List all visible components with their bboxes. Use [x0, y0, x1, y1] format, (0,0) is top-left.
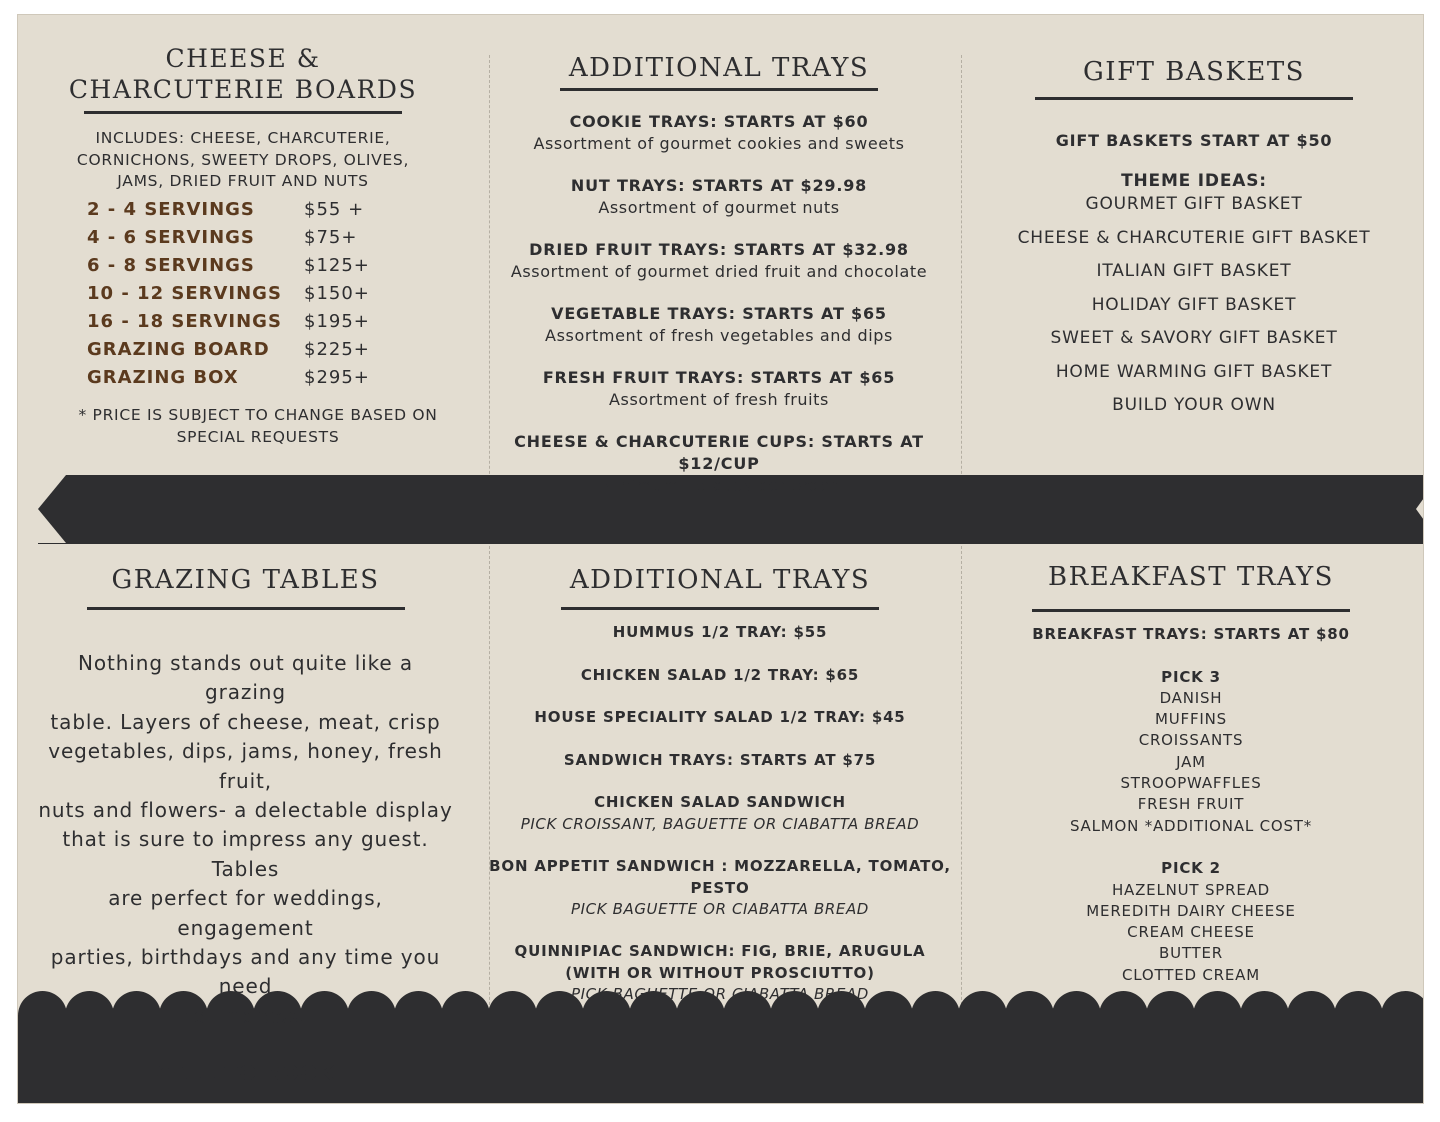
gift-theme-item: SWEET & SAVORY GIFT BASKET [1050, 328, 1338, 348]
pricing-price: $295+ [304, 366, 370, 388]
trays-bottom-rule [561, 607, 879, 610]
pricing-price: $125+ [304, 254, 370, 276]
sandwich-bon-appetit-bread: PICK BAGUETTE OR CIABATTA BREAD [571, 899, 869, 918]
gift-start-price: GIFT BASKETS START AT $50 [1055, 131, 1333, 150]
boards-pricing-table [87, 195, 427, 391]
tray-item-desc: Minimum 15 cups per order [600, 476, 838, 495]
sandwich-chicken-salad: CHICKEN SALAD SANDWICH [594, 793, 846, 812]
pricing-row [87, 363, 427, 391]
menu-page [17, 14, 1424, 1104]
pricing-label: 4 - 6 SERVINGS [87, 226, 255, 248]
grazing-line: parties, birthdays and any time you need [50, 945, 441, 999]
pricing-label: 16 - 18 SERVINGS [87, 310, 282, 332]
boards-includes [63, 128, 423, 193]
pricing-row [87, 251, 427, 279]
boards-section [63, 43, 423, 193]
pricing-label: 6 - 8 SERVINGS [87, 254, 255, 276]
pricing-label: GRAZING BOARD [87, 338, 270, 360]
tray-item-name: FRESH FRUIT TRAYS: STARTS AT $65 [542, 368, 896, 387]
breakfast-item: DANISH [1159, 688, 1223, 707]
pricing-price: $150+ [304, 282, 370, 304]
tray-item-name: DRIED FRUIT TRAYS: STARTS AT $32.98 [529, 240, 909, 259]
grazing-description [38, 649, 453, 1031]
pricing-row [87, 307, 427, 335]
tray-item [489, 431, 949, 495]
column-divider-right [961, 55, 962, 1075]
gift-section [1009, 57, 1379, 423]
pricing-price: $195+ [304, 310, 370, 332]
sandwich-chicken-bread: PICK CROISSANT, BAGUETTE OR CIABATTA BREAD [520, 814, 920, 833]
boards-title-line1: CHEESE & [165, 44, 321, 73]
pricing-price: $75+ [304, 226, 358, 248]
breakfast-item: CLOTTED CREAM [1122, 965, 1260, 984]
tray-item [489, 175, 949, 239]
pricing-row [87, 279, 427, 307]
includes-line: INCLUDES: CHEESE, CHARCUTERIE, [95, 129, 391, 147]
breakfast-item: SALMON *ADDITIONAL COST* [1069, 816, 1313, 835]
gift-theme-item: ITALIAN GIFT BASKET [1096, 261, 1292, 281]
grazing-line: Nothing stands out quite like a grazing [77, 651, 413, 705]
note-line: * PRICE IS SUBJECT TO CHANGE BASED ON [78, 406, 438, 424]
tray-item-desc: Assortment of gourmet cookies and sweets [533, 134, 905, 153]
tray-hummus: HUMMUS 1/2 TRAY: $55 [612, 623, 828, 641]
breakfast-title-rule [1032, 609, 1350, 612]
grazing-title: GRAZING TABLES [111, 565, 380, 595]
tray-item [489, 367, 949, 431]
boards-price-note [63, 405, 453, 448]
gift-theme-item: HOLIDAY GIFT BASKET [1091, 294, 1297, 315]
gift-theme-item: BUILD YOUR OWN [1112, 395, 1276, 415]
tray-item-name: CHEESE & CHARCUTERIE CUPS: STARTS AT $12/CUP [514, 432, 924, 473]
pricing-row [87, 195, 427, 223]
breakfast-pick3-heading: PICK 3 [1161, 667, 1221, 686]
tray-item [489, 303, 949, 367]
includes-line: JAMS, DRIED FRUIT AND NUTS [117, 172, 369, 190]
tray-house-salad: HOUSE SPECIALITY SALAD 1/2 TRAY: $45 [534, 708, 906, 727]
grazing-line: vegetables, dips, jams, honey, fresh fruit, [48, 739, 443, 793]
breakfast-item: MUFFINS [1155, 710, 1227, 729]
trays-bottom-section [489, 565, 951, 1005]
trays-bottom-title: ADDITIONAL TRAYS [569, 565, 871, 595]
pricing-row [87, 335, 427, 363]
tray-chicken-salad: CHICKEN SALAD 1/2 TRAY: $65 [580, 665, 860, 684]
band-notch-left [38, 475, 66, 543]
breakfast-title: BREAKFAST TRAYS [1048, 562, 1334, 592]
gift-theme-item: CHEESE & CHARCUTERIE GIFT BASKET [1017, 227, 1371, 248]
sandwich-quinnipiac-note: (WITH OR WITHOUT PROSCIUTTO) [565, 963, 875, 982]
tray-item-desc: Assortment of gourmet nuts [598, 198, 840, 217]
pricing-price: $225+ [304, 338, 370, 360]
includes-line: CORNICHONS, SWEETY DROPS, OLIVES, [76, 150, 410, 169]
note-line: SPECIAL REQUESTS [176, 427, 340, 446]
grazing-line: table. Layers of cheese, meat, crisp [50, 709, 441, 734]
grazing-section [38, 565, 453, 1085]
trays-top-section [489, 53, 949, 495]
breakfast-pick2-heading: PICK 2 [1161, 859, 1221, 878]
gift-theme-item: HOME WARMING GIFT BASKET [1055, 361, 1333, 382]
grazing-line: to impress. [184, 1003, 307, 1028]
band-notch-right [1416, 495, 1424, 523]
tray-item-desc: Assortment of fresh fruits [609, 390, 829, 409]
breakfast-item: HAZELNUT SPREAD [1111, 880, 1271, 899]
breakfast-item: BUTTER [1158, 944, 1224, 963]
gift-theme-item: GOURMET GIFT BASKET [1085, 194, 1303, 214]
gift-theme-list [1009, 188, 1379, 423]
breakfast-item: STROOPWAFFLES [1120, 774, 1262, 793]
grazing-line: that is sure to impress any guest. Tables [62, 827, 429, 881]
breakfast-item: MEREDITH DAIRY CHEESE [1086, 901, 1296, 920]
tray-item [489, 111, 949, 175]
boards-title-line2: CHARCUTERIE BOARDS [68, 75, 418, 104]
boards-title-rule [84, 111, 402, 114]
trays-bottom-list [489, 622, 951, 1005]
sandwich-quinnipiac: QUINNIPIAC SANDWICH: FIG, BRIE, ARUGULA [514, 942, 926, 961]
breakfast-start-price: BREAKFAST TRAYS: STARTS AT $80 [1032, 625, 1350, 643]
trays-top-list [489, 111, 949, 495]
breakfast-list [1024, 624, 1358, 986]
sandwich-bon-appetit: BON APPETIT SANDWICH : MOZZARELLA, TOMATO, PESTO [489, 857, 951, 897]
tray-item [489, 239, 949, 303]
gift-title: GIFT BASKETS [1083, 57, 1305, 87]
breakfast-item: CREAM CHEESE [1127, 923, 1255, 942]
gift-theme-heading: THEME IDEAS: [1121, 171, 1267, 191]
trays-top-rule [560, 88, 878, 91]
grazing-title-rule [87, 607, 405, 610]
tray-item-name: NUT TRAYS: STARTS AT $29.98 [570, 176, 868, 195]
breakfast-item: FRESH FRUIT [1137, 795, 1245, 814]
tray-item-desc: Assortment of fresh vegetables and dips [545, 326, 893, 345]
breakfast-item: CROISSANTS [1138, 731, 1244, 750]
sandwich-quinnipiac-bread: PICK BAGUETTE OR CIABATTA BREAD [571, 985, 869, 1004]
tray-item-name: COOKIE TRAYS: STARTS AT $60 [569, 112, 869, 131]
tray-item-name: VEGETABLE TRAYS: STARTS AT $65 [551, 304, 887, 323]
pricing-label: 10 - 12 SERVINGS [87, 282, 282, 304]
pricing-label: GRAZING BOX [87, 366, 239, 388]
pricing-label: 2 - 4 SERVINGS [87, 198, 255, 220]
pricing-price: $55 + [304, 198, 365, 220]
gift-title-rule [1035, 97, 1353, 100]
pricing-row [87, 223, 427, 251]
grazing-call-to-book: CALL TO BOOK [155, 1061, 336, 1086]
breakfast-section [1024, 562, 1358, 986]
tray-item-desc: Assortment of gourmet dried fruit and chocolate [510, 262, 928, 281]
trays-top-title: ADDITIONAL TRAYS [568, 53, 870, 83]
grazing-line: nuts and flowers- a delectable display [38, 798, 453, 823]
grazing-line: are perfect for weddings, engagement [108, 886, 383, 940]
tray-sandwich: SANDWICH TRAYS: STARTS AT $75 [563, 750, 877, 769]
breakfast-item: JAM [1176, 752, 1206, 771]
